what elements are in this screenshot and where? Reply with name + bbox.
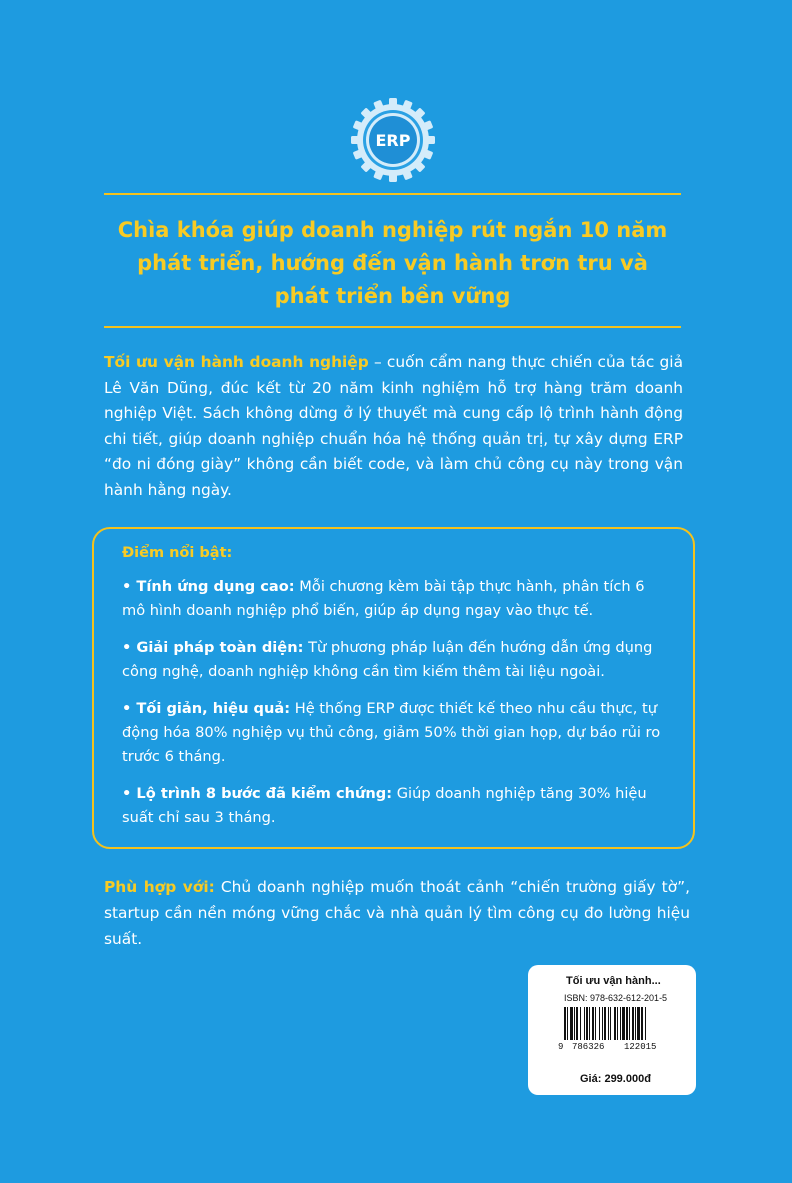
highlight-text: Giúp doanh nghiệp tăng 30% hiệu suất chỉ sau 3 tháng.: [122, 785, 647, 826]
price-box-title: Tối ưu vận hành...: [566, 975, 661, 987]
intro-paragraph: [104, 350, 683, 503]
barcode: [564, 1007, 670, 1040]
highlight-item: [122, 636, 671, 684]
tagline-line-2: phát triển, hướng đến vận hành trơn tru và: [137, 251, 648, 275]
suitable-text: Chủ doanh nghiệp muốn thoát cảnh “chiến trường giấy tờ”, startup cần nền móng vững chắc và nhà quản lý tìm công cụ đo lường hiệu suất.: [104, 878, 691, 948]
highlight-lead: • Tối giản, hiệu quả:: [122, 700, 291, 717]
highlights-box: [92, 527, 695, 849]
highlight-text: Hệ thống ERP được thiết kế theo nhu cầu thực, tự động hóa 80% nghiệp vụ thủ công, giảm 50% thời gian họp, dự báo rủi ro trước 6 tháng.: [122, 700, 661, 765]
tagline: [104, 214, 681, 313]
barcode-digit-group-2: 122015: [624, 1042, 657, 1052]
intro-text: – cuốn cẩm nang thực chiến của tác giả Lê Văn Dũng, đúc kết từ 20 năm kinh nghiệm hỗ trợ hàng trăm doanh nghiệp Việt. Sách không dừng ở lý thuyết mà cung cấp lộ trình hành động chi tiết, giúp doanh nghiệp chuẩn hóa hệ thống quản trị, tự xây dựng ERP “đo ni đóng giày” không cần biết code, và làm chủ công cụ này trong vận hành hằng ngày.: [104, 353, 683, 499]
tagline-line-3: phát triển bền vững: [274, 284, 511, 308]
highlight-lead: • Giải pháp toàn diện:: [122, 639, 304, 656]
price: Giá: 299.000đ: [580, 1073, 651, 1085]
highlight-item: [122, 575, 671, 623]
tagline-line-1: Chìa khóa giúp doanh nghiệp rút ngắn 10 năm: [117, 218, 668, 242]
barcode-digit-first: 9: [558, 1042, 564, 1052]
highlight-lead: • Tính ứng dụng cao:: [122, 578, 295, 595]
isbn: ISBN: 978-632-612-201-5: [564, 993, 668, 1003]
highlight-item: [122, 697, 671, 769]
barcode-digit-group-1: 786326: [572, 1042, 605, 1052]
bottom-divider: [104, 326, 681, 328]
highlight-item: [122, 782, 671, 830]
highlights-title: Điểm nổi bật:: [122, 545, 233, 561]
suitable-paragraph: [104, 874, 690, 952]
logo-label: ERP: [375, 131, 411, 150]
top-divider: [104, 193, 681, 195]
gear-icon: [349, 96, 437, 184]
suitable-lead: Phù hợp với:: [104, 878, 215, 896]
erp-gear-logo: [349, 96, 437, 184]
highlight-text: Từ phương pháp luận đến hướng dẫn ứng dụng công nghệ, doanh nghiệp không cần tìm kiếm thêm tài liệu ngoài.: [122, 639, 653, 680]
price-box: [528, 965, 696, 1095]
book-title: Tối ưu vận hành doanh nghiệp: [104, 353, 369, 371]
highlight-text: Mỗi chương kèm bài tập thực hành, phân tích 6 mô hình doanh nghiệp phổ biến, giúp áp dụng ngay vào thực tế.: [122, 578, 645, 619]
highlight-lead: • Lộ trình 8 bước đã kiểm chứng:: [122, 785, 393, 802]
